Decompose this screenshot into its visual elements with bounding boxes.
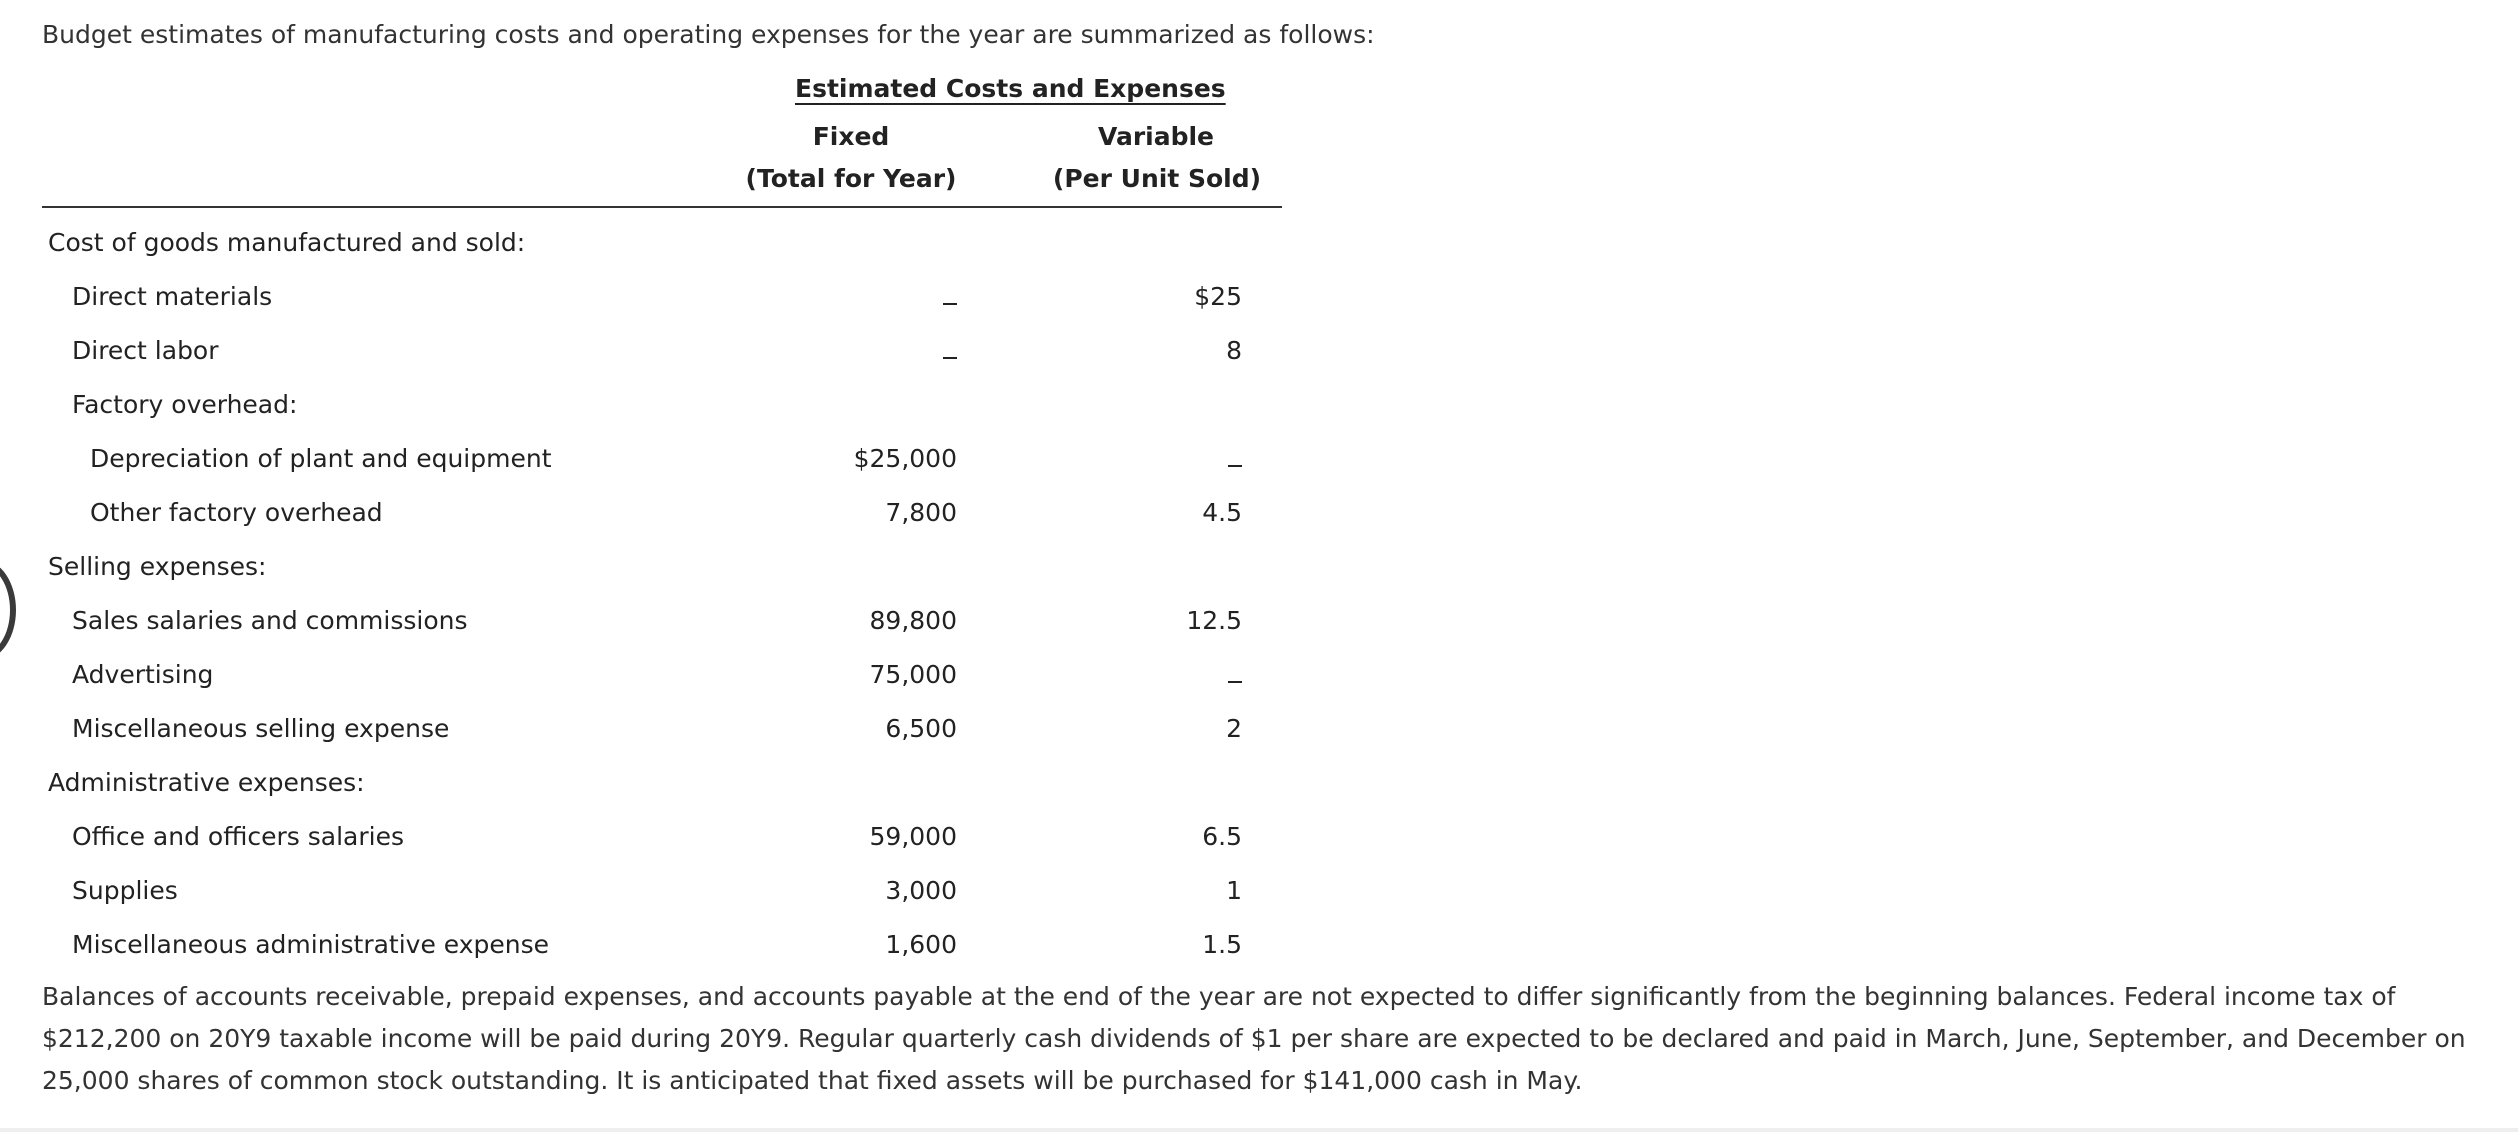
variable-cost-cell — [1228, 432, 1242, 486]
variable-cost-cell: 2 — [1226, 714, 1242, 743]
table-header-title — [795, 72, 1226, 106]
table-row — [42, 702, 1282, 756]
table-row — [42, 594, 1282, 648]
table-row — [42, 540, 1282, 594]
column-header-fixed: Fixed — [812, 122, 890, 151]
fixed-cost-cell: 59,000 — [869, 822, 957, 851]
dash-mark — [1228, 681, 1242, 683]
table-row — [42, 432, 1282, 486]
table-header-title-text: Estimated Costs and Expenses — [795, 74, 1226, 103]
table-row — [42, 648, 1282, 702]
table-row — [42, 486, 1282, 540]
row-label: Supplies — [72, 876, 178, 905]
table-row — [42, 378, 1282, 432]
row-label: Office and officers salaries — [72, 822, 404, 851]
table-row — [42, 864, 1282, 918]
fixed-cost-cell: 3,000 — [885, 876, 957, 905]
table-row — [42, 918, 1282, 972]
row-label: Factory overhead: — [72, 390, 298, 419]
row-label: Advertising — [72, 660, 214, 689]
fixed-cost-cell: 89,800 — [869, 606, 957, 635]
row-label: Administrative expenses: — [48, 768, 365, 797]
column-subheader-fixed: (Total for Year) — [745, 164, 957, 193]
fixed-cost-cell: 6,500 — [885, 714, 957, 743]
header-divider — [42, 206, 1282, 208]
dash-mark — [1228, 465, 1242, 467]
fixed-cost-cell: $25,000 — [853, 444, 957, 473]
variable-cost-cell — [1228, 648, 1242, 702]
row-label: Sales salaries and commissions — [72, 606, 468, 635]
table-row — [42, 270, 1282, 324]
intro-text: Budget estimates of manufacturing costs and operating expenses for the year are summarized as follows: — [42, 20, 1375, 49]
footer-paragraph: Balances of accounts receivable, prepaid expenses, and accounts payable at the end of the year are not expected to differ significantly from the beginning balances. Federal income tax of $212,200 on 20Y9 taxable income will be paid during 20Y9. Regular quarterly cash dividends of $1 per share are expected to be declared and paid in March, June, September, and December on 25,000 shares of common stock outstanding. It is anticipated that fixed assets will be purchased for $141,000 cash in May. — [42, 982, 2466, 1095]
variable-cost-cell: 6.5 — [1202, 822, 1242, 851]
table-row — [42, 216, 1282, 270]
cost-table — [42, 216, 1282, 972]
fixed-cost-cell: 75,000 — [869, 660, 957, 689]
fixed-cost-cell: 7,800 — [885, 498, 957, 527]
column-subheader-variable: (Per Unit Sold) — [1052, 164, 1262, 193]
row-label: Cost of goods manufactured and sold: — [48, 228, 526, 257]
row-label: Other factory overhead — [90, 498, 383, 527]
row-label: Selling expenses: — [48, 552, 267, 581]
row-label: Direct materials — [72, 282, 273, 311]
row-label: Direct labor — [72, 336, 219, 365]
scroll-indicator[interactable] — [0, 560, 16, 660]
variable-cost-cell: 1 — [1226, 876, 1242, 905]
row-label: Miscellaneous administrative expense — [72, 930, 550, 959]
variable-cost-cell: 1.5 — [1202, 930, 1242, 959]
table-row — [42, 324, 1282, 378]
variable-cost-cell: 4.5 — [1202, 498, 1242, 527]
fixed-cost-cell — [943, 270, 957, 324]
variable-cost-cell: 8 — [1226, 336, 1242, 365]
table-row — [42, 810, 1282, 864]
fixed-cost-cell — [943, 324, 957, 378]
row-label: Miscellaneous selling expense — [72, 714, 450, 743]
dash-mark — [943, 357, 957, 359]
row-label: Depreciation of plant and equipment — [90, 444, 552, 473]
dash-mark — [943, 303, 957, 305]
column-header-variable: Variable — [1097, 122, 1215, 151]
variable-cost-cell: 12.5 — [1186, 606, 1242, 635]
table-row — [42, 756, 1282, 810]
fixed-cost-cell: 1,600 — [885, 930, 957, 959]
bottom-divider — [0, 1128, 2518, 1132]
variable-cost-cell: $25 — [1194, 282, 1242, 311]
